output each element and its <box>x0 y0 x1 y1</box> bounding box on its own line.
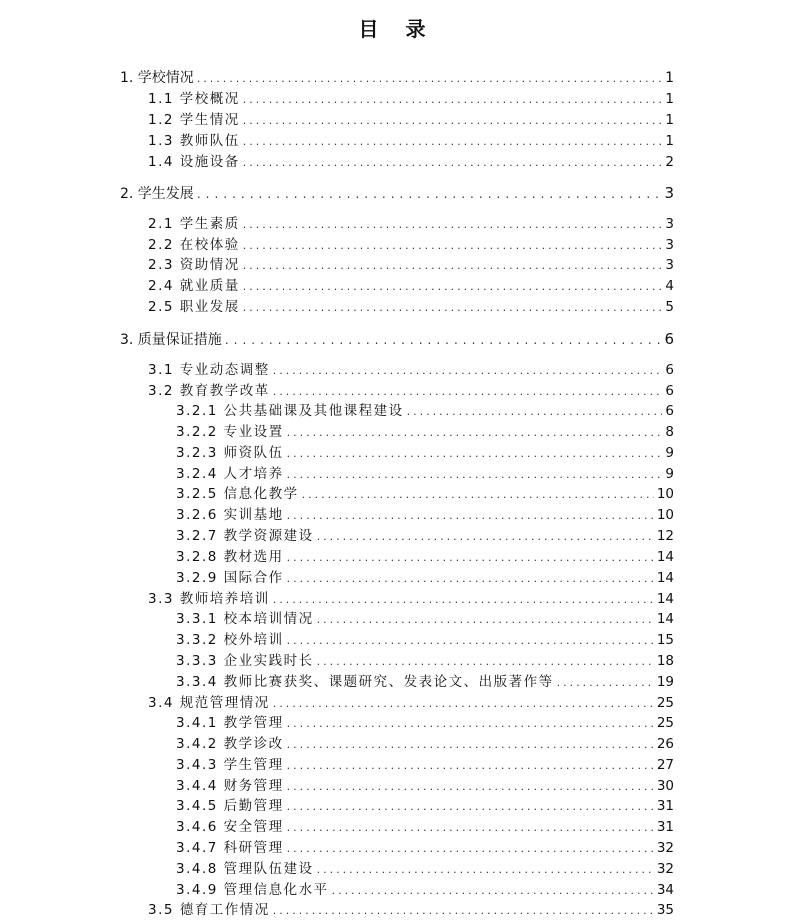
toc-entry-label: 3.2.1 公共基础课及其他课程建设 <box>176 403 404 419</box>
dot-leader <box>287 632 654 650</box>
toc-entry[interactable] <box>148 236 674 255</box>
toc-entry-label: 3.4.3 学生管理 <box>176 757 284 773</box>
toc-entry[interactable] <box>176 631 674 650</box>
toc-entry-page: 9 <box>665 445 674 461</box>
toc-entry-label: 3.4 规范管理情况 <box>148 695 270 711</box>
toc-entry-label: 3.4.8 管理队伍建设 <box>176 861 314 877</box>
toc-entry-page: 10 <box>656 507 674 523</box>
toc-entry[interactable] <box>176 465 674 484</box>
toc-entry-page: 9 <box>665 466 674 482</box>
toc-entry-page: 5 <box>665 299 674 315</box>
dot-leader <box>317 528 654 546</box>
toc-entry-page: 32 <box>656 840 674 856</box>
dot-leader <box>317 611 654 629</box>
toc-entry[interactable] <box>176 527 674 546</box>
toc-entry[interactable] <box>148 111 674 130</box>
toc-entry[interactable] <box>176 485 674 504</box>
dot-leader <box>287 549 654 567</box>
toc-entry-label: 3.3.1 校本培训情况 <box>176 611 314 627</box>
toc-entry-page: 6 <box>665 362 674 378</box>
toc-entry[interactable] <box>176 673 674 692</box>
toc-entry-label: 3.2.4 人才培养 <box>176 466 284 482</box>
dot-leader <box>302 486 654 504</box>
dot-leader <box>287 840 654 858</box>
dot-leader <box>287 819 654 837</box>
dot-leader <box>243 154 663 172</box>
dot-leader <box>243 112 663 130</box>
dot-leader <box>243 257 663 275</box>
dot-leader <box>407 403 663 421</box>
toc-entry-page: 2 <box>665 154 674 170</box>
dot-leader <box>273 362 663 380</box>
toc-entry[interactable] <box>148 256 674 275</box>
toc-entry[interactable] <box>176 797 674 816</box>
toc-entry-page: 3 <box>664 184 674 202</box>
toc-entry-label: 3.5 德育工作情况 <box>148 902 270 918</box>
toc-entry-page: 6 <box>664 330 674 348</box>
toc-entry[interactable] <box>148 590 674 609</box>
toc-entry-label: 3.2.3 师资队伍 <box>176 445 284 461</box>
toc-entry-page: 25 <box>656 695 674 711</box>
toc-entry-label: 3.4.9 管理信息化水平 <box>176 882 329 898</box>
toc-entry[interactable] <box>148 90 674 109</box>
toc-entry-page: 14 <box>656 591 674 607</box>
toc-entry-page: 12 <box>656 528 674 544</box>
dot-leader <box>557 674 654 692</box>
toc-entry-page: 14 <box>656 549 674 565</box>
toc-entry[interactable] <box>176 402 674 421</box>
toc-entry[interactable] <box>148 298 674 317</box>
toc-entry[interactable] <box>176 610 674 629</box>
toc-entry[interactable] <box>148 694 674 713</box>
dot-leader <box>243 91 663 109</box>
toc-entry-page: 8 <box>665 424 674 440</box>
toc-entry-page: 30 <box>656 778 674 794</box>
dot-leader <box>332 882 654 900</box>
dot-leader <box>287 778 654 796</box>
toc-entry[interactable] <box>176 444 674 463</box>
toc-entry-page: 34 <box>656 882 674 898</box>
toc-entry-label: 3.4.4 财务管理 <box>176 778 284 794</box>
dot-leader <box>317 653 654 671</box>
dot-leader <box>287 507 654 525</box>
toc-entry-label: 1. 学校情况 <box>120 70 194 86</box>
toc-entry-label: 3.3.2 校外培训 <box>176 632 284 648</box>
dot-leader <box>243 133 663 151</box>
dot-leader <box>287 424 663 442</box>
toc-entry[interactable] <box>176 756 674 775</box>
toc-entry-page: 4 <box>665 278 674 294</box>
toc-entry-page: 25 <box>656 715 674 731</box>
toc-entry[interactable] <box>176 839 674 858</box>
toc-entry-label: 1.1 学校概况 <box>148 91 240 107</box>
toc-entry-page: 15 <box>656 632 674 648</box>
toc-entry-page: 6 <box>665 403 674 419</box>
dot-leader <box>287 736 654 754</box>
toc-entry[interactable] <box>176 652 674 671</box>
toc-entry[interactable] <box>176 818 674 837</box>
toc-entry-page: 1 <box>665 91 674 107</box>
toc-entry[interactable] <box>176 881 674 900</box>
dot-leader <box>243 216 663 234</box>
toc-entry-label: 3. 质量保证措施 <box>120 332 222 348</box>
toc-entry-label: 1.4 设施设备 <box>148 154 240 170</box>
toc-entry-page: 1 <box>665 133 674 149</box>
dot-leader <box>273 591 654 609</box>
toc-entry-label: 1.2 学生情况 <box>148 112 240 128</box>
toc-entry-page: 3 <box>665 237 674 253</box>
dot-leader <box>287 466 663 484</box>
toc-entry-label: 3.3.4 教师比赛获奖、课题研究、发表论文、出版著作等 <box>176 674 554 690</box>
toc-entry[interactable] <box>148 153 674 172</box>
dot-leader <box>287 570 654 588</box>
dot-leader <box>317 861 654 879</box>
toc-entry[interactable] <box>120 184 674 203</box>
toc-entry-page: 14 <box>656 611 674 627</box>
toc-entry-label: 3.4.1 教学管理 <box>176 715 284 731</box>
toc-entry-label: 2.4 就业质量 <box>148 278 240 294</box>
toc-entry-label: 2.5 职业发展 <box>148 299 240 315</box>
toc-entry-page: 14 <box>656 570 674 586</box>
toc-entry-page: 18 <box>656 653 674 669</box>
toc-entry-page: 3 <box>665 257 674 273</box>
dot-leader <box>243 299 663 317</box>
toc-entry-label: 3.2 教育教学改革 <box>148 383 270 399</box>
dot-leader <box>287 757 654 775</box>
toc-entry[interactable] <box>176 777 674 796</box>
toc-entry[interactable] <box>148 215 674 234</box>
toc-entry[interactable] <box>176 860 674 879</box>
toc-entry-label: 3.4.2 教学诊改 <box>176 736 284 752</box>
dot-leader <box>273 383 663 401</box>
toc-entry-page: 3 <box>665 216 674 232</box>
toc-entry[interactable] <box>148 901 674 920</box>
toc-entry-label: 2.2 在校体验 <box>148 237 240 253</box>
toc-entry-page: 6 <box>665 383 674 399</box>
dot-leader <box>287 445 663 463</box>
toc-entry-page: 19 <box>656 674 674 690</box>
toc-entry[interactable] <box>148 132 674 151</box>
dot-leader <box>243 237 663 255</box>
toc-entry-page: 26 <box>656 736 674 752</box>
toc-entry-label: 2.3 资助情况 <box>148 257 240 273</box>
toc-entry-label: 3.2.8 教材选用 <box>176 549 284 565</box>
toc-entry[interactable] <box>176 548 674 567</box>
toc-entry-page: 10 <box>656 486 674 502</box>
toc-entry[interactable] <box>148 277 674 296</box>
dot-leader <box>287 715 654 733</box>
toc-entry-page: 32 <box>656 861 674 877</box>
dot-leader <box>273 695 654 713</box>
toc-entry-label: 3.3.3 企业实践时长 <box>176 653 314 669</box>
toc-entry-page: 1 <box>665 70 674 86</box>
dot-leader <box>273 902 654 920</box>
toc-entry[interactable] <box>176 714 674 733</box>
toc-entry-page: 31 <box>656 798 674 814</box>
toc-entry-page: 35 <box>656 902 674 918</box>
toc-entry-label: 2. 学生发展 <box>120 186 194 202</box>
toc-entry[interactable] <box>176 423 674 442</box>
toc-entry[interactable] <box>176 506 674 525</box>
dot-leader <box>197 70 662 88</box>
toc-entry-label: 3.4.5 后勤管理 <box>176 798 284 814</box>
toc-entry-label: 3.2.7 教学资源建设 <box>176 528 314 544</box>
toc-entry-label: 1.3 教师队伍 <box>148 133 240 149</box>
dot-leader <box>225 331 662 349</box>
toc-entry[interactable] <box>148 361 674 380</box>
toc-entry[interactable] <box>176 735 674 754</box>
page-title: 目 录 <box>358 17 436 41</box>
dot-leader <box>243 278 663 296</box>
toc-entry[interactable] <box>148 382 674 401</box>
toc-entry-label: 2.1 学生素质 <box>148 216 240 232</box>
toc-entry[interactable] <box>120 69 674 88</box>
toc-entry-label: 3.2.5 信息化教学 <box>176 486 299 502</box>
toc-entry-label: 3.4.6 安全管理 <box>176 819 284 835</box>
dot-leader <box>287 798 654 816</box>
dot-leader <box>197 185 662 203</box>
toc-entry-page: 31 <box>656 819 674 835</box>
toc-entry-page: 1 <box>665 112 674 128</box>
toc-entry-label: 3.3 教师培养培训 <box>148 591 270 607</box>
toc-entry[interactable] <box>176 569 674 588</box>
toc-entry-label: 3.1 专业动态调整 <box>148 362 270 378</box>
toc-entry[interactable] <box>120 330 674 349</box>
toc-entry-label: 3.4.7 科研管理 <box>176 840 284 856</box>
toc-entry-label: 3.2.6 实训基地 <box>176 507 284 523</box>
toc-entry-label: 3.2.9 国际合作 <box>176 570 284 586</box>
toc-entry-label: 3.2.2 专业设置 <box>176 424 284 440</box>
toc-entry-page: 27 <box>656 757 674 773</box>
